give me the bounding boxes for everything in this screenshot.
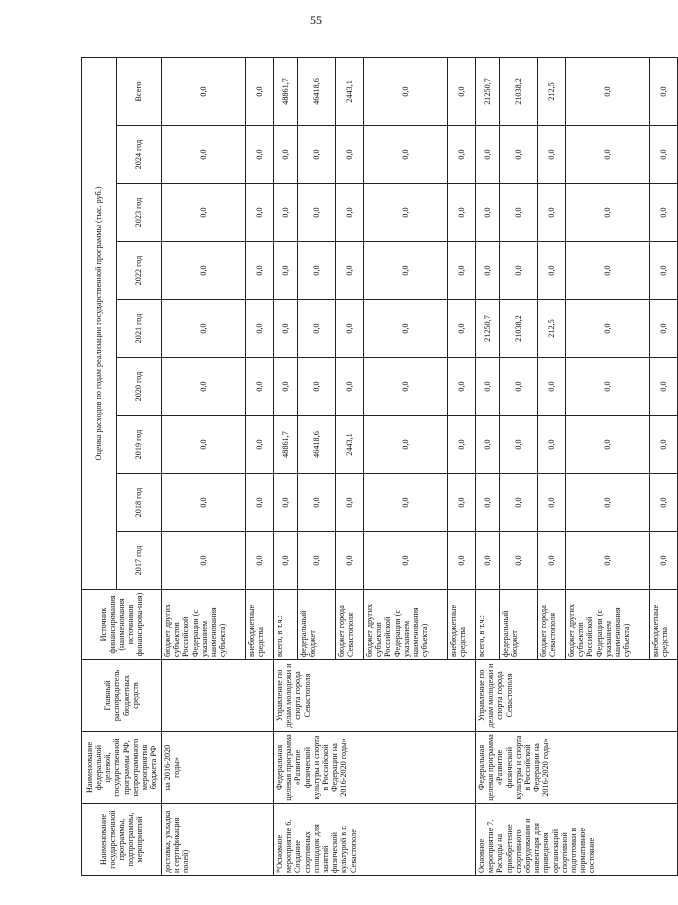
header-year: 2021 год	[117, 300, 162, 358]
value-cell: 0,0	[298, 474, 336, 532]
value-cell: 0,0	[162, 532, 246, 590]
value-cell: 0,0	[246, 416, 274, 474]
table-header	[82, 57, 162, 875]
table-row	[162, 57, 246, 875]
value-cell: 0,0	[274, 358, 298, 416]
budget-table-container	[81, 62, 670, 876]
value-cell: 0,0	[650, 300, 678, 358]
value-cell: 0,0	[566, 126, 650, 184]
total-cell: 0,0	[566, 57, 650, 125]
table-row	[274, 57, 298, 875]
value-cell: 0,0	[274, 300, 298, 358]
program-cell: Федеральная целевая программа «Развитие физической культуры и спорта в Российской Федерации на 2016-2020 годы»	[476, 732, 678, 804]
source-cell: федеральный бюджет	[500, 590, 538, 660]
value-cell: 0,0	[566, 416, 650, 474]
total-cell: 48861,7	[274, 57, 298, 125]
value-cell: 0,0	[566, 300, 650, 358]
distributor-cell: Управление по делам молодежи и спорта города Севастополя	[274, 660, 476, 732]
value-cell: 0,0	[566, 358, 650, 416]
value-cell: 0,0	[246, 474, 274, 532]
value-cell: 0,0	[448, 126, 476, 184]
value-cell: 0,0	[162, 300, 246, 358]
value-cell: 0,0	[566, 242, 650, 300]
total-cell: 0,0	[162, 57, 246, 125]
value-cell: 0,0	[298, 242, 336, 300]
value-cell: 0,0	[448, 300, 476, 358]
source-cell: бюджет других субъектов Российской Федерации (с указанием наименования субъекта)	[162, 590, 246, 660]
value-cell: 0,0	[500, 184, 538, 242]
total-cell: 21250,7	[476, 57, 500, 125]
total-cell: 0,0	[650, 57, 678, 125]
value-cell: 0,0	[162, 184, 246, 242]
header-year: 2019 год	[117, 416, 162, 474]
value-cell: 0,0	[448, 532, 476, 590]
value-cell: 0,0	[298, 300, 336, 358]
value-cell: 0,0	[298, 358, 336, 416]
activity-cell: доставка, укладка и сертификация полей)	[162, 804, 274, 876]
value-cell: 0,0	[246, 184, 274, 242]
value-cell: 2443,1	[336, 416, 364, 474]
source-cell: бюджет других субъектов Российской Федерации (с указанием наименования субъекта)	[364, 590, 448, 660]
value-cell: 0,0	[448, 474, 476, 532]
budget-table	[81, 57, 678, 876]
value-cell: 0,0	[246, 300, 274, 358]
value-cell: 0,0	[364, 358, 448, 416]
value-cell: 0,0	[162, 242, 246, 300]
value-cell: 0,0	[538, 358, 566, 416]
value-cell: 0,0	[162, 474, 246, 532]
source-cell: федеральный бюджет	[298, 590, 336, 660]
header-year: 2018 год	[117, 474, 162, 532]
value-cell: 0,0	[274, 242, 298, 300]
value-cell: 0,0	[566, 474, 650, 532]
value-cell: 0,0	[246, 126, 274, 184]
source-cell: бюджет города Севастополя	[336, 590, 364, 660]
header-year: 2023 год	[117, 184, 162, 242]
value-cell: 0,0	[500, 126, 538, 184]
value-cell: 0,0	[274, 474, 298, 532]
value-cell: 0,0	[298, 126, 336, 184]
page-number: 55	[310, 13, 322, 27]
value-cell: 0,0	[448, 242, 476, 300]
value-cell: 0,0	[364, 126, 448, 184]
value-cell: 0,0	[298, 532, 336, 590]
value-cell: 212,5	[538, 300, 566, 358]
value-cell: 0,0	[650, 416, 678, 474]
value-cell: 48861,7	[274, 416, 298, 474]
header-activity: Наименование государственной программы, подпрограммы, мероприятий	[82, 804, 162, 876]
value-cell: 0,0	[364, 416, 448, 474]
rotated-table-area	[81, 62, 670, 876]
value-cell: 0,0	[500, 416, 538, 474]
value-cell: 0,0	[298, 184, 336, 242]
value-cell: 0,0	[336, 474, 364, 532]
table-row	[476, 57, 500, 875]
value-cell: 0,0	[650, 358, 678, 416]
value-cell: 0,0	[476, 474, 500, 532]
value-cell: 0,0	[364, 532, 448, 590]
value-cell: 0,0	[274, 532, 298, 590]
value-cell: 0,0	[336, 242, 364, 300]
value-cell: 0,0	[476, 532, 500, 590]
value-cell: 0,0	[364, 242, 448, 300]
value-cell: 0,0	[246, 358, 274, 416]
value-cell: 0,0	[500, 242, 538, 300]
source-cell: бюджет других субъектов Российской Федерации (с указанием наименования субъекта)	[566, 590, 650, 660]
header-year: 2024 год	[117, 126, 162, 184]
value-cell: 0,0	[448, 358, 476, 416]
value-cell: 0,0	[364, 474, 448, 532]
value-cell: 0,0	[650, 184, 678, 242]
value-cell: 0,0	[538, 184, 566, 242]
value-cell: 0,0	[336, 184, 364, 242]
value-cell: 0,0	[246, 242, 274, 300]
value-cell: 0,0	[246, 532, 274, 590]
value-cell: 0,0	[274, 126, 298, 184]
source-cell: всего, в т.ч.:	[274, 590, 298, 660]
program-cell: на 2016-2020 годы»	[162, 732, 274, 804]
value-cell: 0,0	[650, 532, 678, 590]
value-cell: 0,0	[650, 242, 678, 300]
value-cell: 0,0	[650, 474, 678, 532]
value-cell: 0,0	[274, 184, 298, 242]
value-cell: 0,0	[500, 532, 538, 590]
value-cell: 0,0	[538, 416, 566, 474]
activity-cell: Основное мероприятие 7. Расходы на приобретение спортивного оборудования и инвентаря для приведения организаций спортивной подготовки в нормативное состояние	[476, 804, 678, 876]
value-cell: 0,0	[476, 242, 500, 300]
value-cell: 0,0	[336, 358, 364, 416]
program-cell: Федеральная целевая программа «Развитие физической культуры и спорта в Российской Федерации на 2016-2020 годы»	[274, 732, 476, 804]
value-cell: 0,0	[448, 416, 476, 474]
value-cell: 0,0	[476, 126, 500, 184]
total-cell: 46418,6	[298, 57, 336, 125]
value-cell: 0,0	[448, 184, 476, 242]
header-year: 2017 год	[117, 532, 162, 590]
total-cell: 212,5	[538, 57, 566, 125]
value-cell: 0,0	[476, 358, 500, 416]
header-distributor: Главный распорядитель бюджетных средств	[82, 660, 162, 732]
header-total: Всего	[117, 57, 162, 125]
value-cell: 0,0	[364, 184, 448, 242]
value-cell: 0,0	[538, 126, 566, 184]
header-estimate-group: Оценка расходов по годам реализации государственной программы (тыс. руб.)	[82, 57, 117, 589]
total-cell: 2443,1	[336, 57, 364, 125]
total-cell: 0,0	[246, 57, 274, 125]
value-cell: 0,0	[162, 416, 246, 474]
value-cell: 0,0	[538, 474, 566, 532]
total-cell: 21038,2	[500, 57, 538, 125]
source-cell: внебюджетные средства	[246, 590, 274, 660]
distributor-cell	[162, 660, 274, 732]
table-body	[162, 57, 678, 875]
value-cell: 0,0	[336, 300, 364, 358]
value-cell: 21038,2	[500, 300, 538, 358]
total-cell: 0,0	[364, 57, 448, 125]
value-cell: 46418,6	[298, 416, 336, 474]
header-year: 2020 год	[117, 358, 162, 416]
header-source: Источник финансирования (наименования источников финансирова-ния)	[82, 590, 162, 660]
value-cell: 0,0	[500, 474, 538, 532]
value-cell: 0,0	[650, 126, 678, 184]
header-year: 2022 год	[117, 242, 162, 300]
value-cell: 0,0	[162, 126, 246, 184]
activity-cell: *Основное мероприятие 6. Создание спортивных площадок для занятий физической культурой в г. Севастополе	[274, 804, 476, 876]
value-cell: 0,0	[162, 358, 246, 416]
distributor-cell: Управление по делам молодежи и спорта города Севастополя	[476, 660, 678, 732]
value-cell: 0,0	[364, 300, 448, 358]
value-cell: 0,0	[538, 242, 566, 300]
value-cell: 21250,7	[476, 300, 500, 358]
source-cell: внебюджетные средства	[650, 590, 678, 660]
value-cell: 0,0	[538, 532, 566, 590]
value-cell: 0,0	[500, 358, 538, 416]
source-cell: всего, в т.ч.:	[476, 590, 500, 660]
header-program: Наименование федеральной целевой, государственной программы РФ, непрограммного мероприятия бюджета РФ	[82, 732, 162, 804]
source-cell: внебюджетные средства	[448, 590, 476, 660]
value-cell: 0,0	[336, 532, 364, 590]
total-cell: 0,0	[448, 57, 476, 125]
source-cell: бюджет города Севастополя	[538, 590, 566, 660]
value-cell: 0,0	[336, 126, 364, 184]
value-cell: 0,0	[476, 184, 500, 242]
value-cell: 0,0	[476, 416, 500, 474]
value-cell: 0,0	[566, 532, 650, 590]
value-cell: 0,0	[566, 184, 650, 242]
